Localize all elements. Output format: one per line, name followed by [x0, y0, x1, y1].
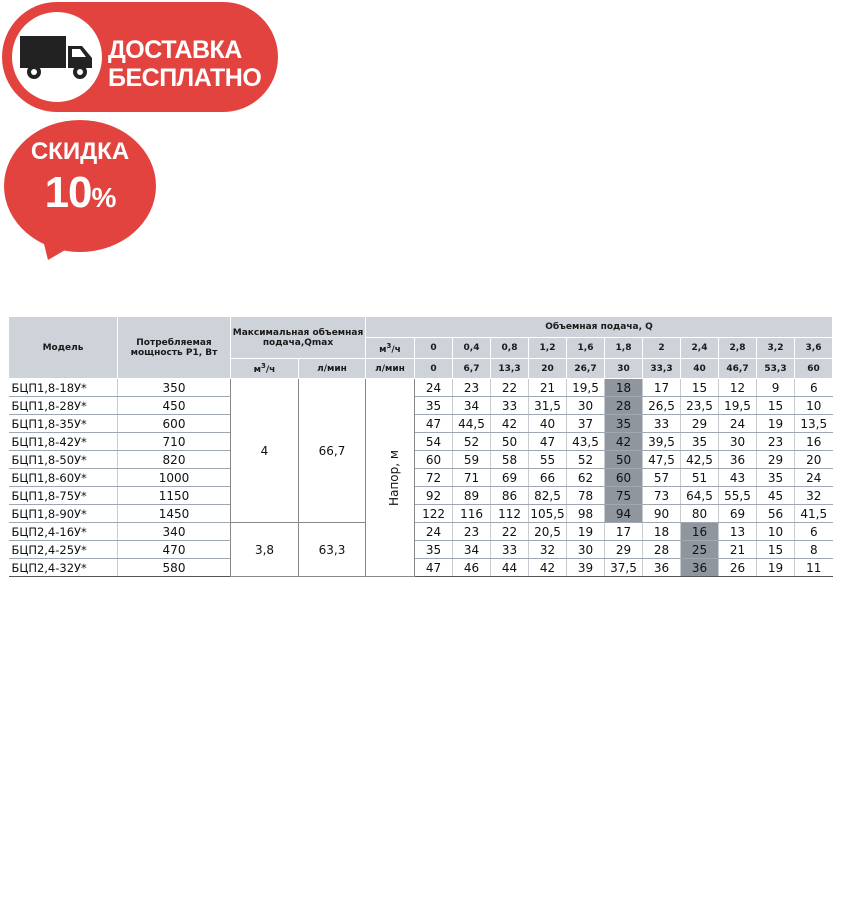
table-row: [9, 433, 833, 451]
head-value-cell: 19,5: [719, 397, 757, 415]
head-value-cell: 122: [415, 505, 453, 523]
delivery-badge-text: [108, 36, 261, 92]
head-value-cell: 35: [415, 397, 453, 415]
power-cell: 450: [118, 397, 231, 415]
table-row: [9, 487, 833, 505]
flow-m3h-8: 2,8: [719, 338, 757, 359]
head-value-cell: 60: [605, 469, 643, 487]
table-row: [9, 523, 833, 541]
head-value-cell: 37,5: [605, 559, 643, 577]
head-value-cell: 19,5: [567, 379, 605, 397]
head-value-cell: 33: [643, 415, 681, 433]
header-qmax: Максимальная объемная подача,Qmax: [231, 317, 366, 359]
qmax-m3h-cell: 4: [231, 379, 299, 523]
head-value-cell: 46: [453, 559, 491, 577]
flow-lmin-10: 60: [795, 359, 833, 379]
head-value-cell: 10: [757, 523, 795, 541]
flow-lmin-2: 13,3: [491, 359, 529, 379]
table-row: [9, 541, 833, 559]
head-value-cell: 29: [605, 541, 643, 559]
head-value-cell: 44: [491, 559, 529, 577]
head-value-cell: 42,5: [681, 451, 719, 469]
header-unit-m3h: $м^3/ч$: [366, 338, 415, 359]
qmax-lmin-cell: 66,7: [299, 379, 366, 523]
head-value-cell: 30: [719, 433, 757, 451]
head-value-cell: 6: [795, 379, 833, 397]
head-value-cell: 42: [491, 415, 529, 433]
head-value-cell: 62: [567, 469, 605, 487]
head-value-cell: 94: [605, 505, 643, 523]
head-value-cell: 71: [453, 469, 491, 487]
discount-badge: [2, 118, 162, 268]
head-value-cell: 86: [491, 487, 529, 505]
head-value-cell: 44,5: [453, 415, 491, 433]
head-value-cell: 15: [757, 541, 795, 559]
power-cell: 820: [118, 451, 231, 469]
head-value-cell: 24: [795, 469, 833, 487]
head-value-cell: 57: [643, 469, 681, 487]
table-row: [9, 505, 833, 523]
head-value-cell: 112: [491, 505, 529, 523]
flow-lmin-6: 33,3: [643, 359, 681, 379]
model-cell: БЦП1,8-18У*: [9, 379, 118, 397]
header-qmax-unit-m3h: $м^3/ч$: [231, 359, 299, 379]
flow-lmin-5: 30: [605, 359, 643, 379]
head-value-cell: 58: [491, 451, 529, 469]
head-value-cell: 12: [719, 379, 757, 397]
head-value-cell: 32: [529, 541, 567, 559]
head-value-cell: 52: [567, 451, 605, 469]
head-value-cell: 19: [567, 523, 605, 541]
flow-m3h-4: 1,6: [567, 338, 605, 359]
model-cell: БЦП2,4-32У*: [9, 559, 118, 577]
head-value-cell: 16: [795, 433, 833, 451]
head-value-cell: 30: [567, 397, 605, 415]
head-value-cell: 69: [719, 505, 757, 523]
head-value-cell: 34: [453, 541, 491, 559]
head-value-cell: 60: [415, 451, 453, 469]
power-cell: 710: [118, 433, 231, 451]
head-value-cell: 41,5: [795, 505, 833, 523]
header-unit-lmin: л/мин: [366, 359, 415, 379]
model-cell: БЦП1,8-35У*: [9, 415, 118, 433]
head-value-cell: 98: [567, 505, 605, 523]
head-value-cell: 32: [795, 487, 833, 505]
model-cell: БЦП2,4-16У*: [9, 523, 118, 541]
power-cell: 1150: [118, 487, 231, 505]
head-value-cell: 22: [491, 379, 529, 397]
head-label: Напор, м: [386, 449, 401, 506]
head-value-cell: 11: [795, 559, 833, 577]
head-value-cell: 17: [605, 523, 643, 541]
head-value-cell: 89: [453, 487, 491, 505]
head-value-cell: 47: [415, 559, 453, 577]
header-qmax-unit-lmin: л/мин: [299, 359, 366, 379]
head-value-cell: 21: [719, 541, 757, 559]
flow-lmin-3: 20: [529, 359, 567, 379]
model-cell: БЦП1,8-42У*: [9, 433, 118, 451]
discount-value-wrap: [2, 168, 158, 218]
qmax-lmin-cell: 63,3: [299, 523, 366, 577]
model-cell: БЦП1,8-60У*: [9, 469, 118, 487]
head-value-cell: 31,5: [529, 397, 567, 415]
head-value-cell: 56: [757, 505, 795, 523]
head-value-cell: 13: [719, 523, 757, 541]
head-value-cell: 51: [681, 469, 719, 487]
head-value-cell: 45: [757, 487, 795, 505]
head-value-cell: 23: [453, 379, 491, 397]
head-value-cell: 22: [491, 523, 529, 541]
head-value-cell: 24: [415, 379, 453, 397]
head-value-cell: 16: [681, 523, 719, 541]
head-value-cell: 26: [719, 559, 757, 577]
pump-spec-table: [8, 316, 833, 577]
head-value-cell: 18: [605, 379, 643, 397]
header-model: Модель: [9, 317, 118, 379]
power-cell: 580: [118, 559, 231, 577]
head-value-cell: 35: [415, 541, 453, 559]
head-value-cell: 19: [757, 559, 795, 577]
head-value-cell: 23: [453, 523, 491, 541]
head-value-cell: 26,5: [643, 397, 681, 415]
flow-lmin-7: 40: [681, 359, 719, 379]
flow-m3h-6: 2: [643, 338, 681, 359]
power-cell: 470: [118, 541, 231, 559]
head-value-cell: 42: [605, 433, 643, 451]
head-label-cell: [366, 379, 415, 577]
head-value-cell: 39: [567, 559, 605, 577]
head-value-cell: 28: [605, 397, 643, 415]
head-value-cell: 28: [643, 541, 681, 559]
head-value-cell: 69: [491, 469, 529, 487]
head-value-cell: 33: [491, 541, 529, 559]
head-value-cell: 15: [757, 397, 795, 415]
discount-value: 10: [44, 168, 92, 217]
head-value-cell: 50: [605, 451, 643, 469]
head-value-cell: 105,5: [530, 506, 565, 521]
delivery-line2: БЕСПЛАТНО: [108, 64, 262, 92]
head-value-cell: 75: [605, 487, 643, 505]
table-row: [9, 451, 833, 469]
head-value-cell: 72: [415, 469, 453, 487]
power-cell: 340: [118, 523, 231, 541]
table-row: [9, 469, 833, 487]
discount-label: СКИДКА: [30, 138, 130, 165]
head-value-cell: 92: [415, 487, 453, 505]
head-value-cell: 23: [757, 433, 795, 451]
truck-icon: [16, 32, 98, 82]
head-value-cell: 55,5: [719, 487, 757, 505]
head-value-cell: 20: [795, 451, 833, 469]
head-value-cell: 36: [643, 559, 681, 577]
head-value-cell: 47: [415, 415, 453, 433]
flow-m3h-2: 0,8: [491, 338, 529, 359]
head-value-cell: 15: [681, 379, 719, 397]
flow-lmin-9: 53,3: [757, 359, 795, 379]
head-value-cell: 47: [529, 433, 567, 451]
table-row: [9, 415, 833, 433]
head-value-cell: 9: [757, 379, 795, 397]
head-value-cell: 43,5: [567, 433, 605, 451]
head-value-cell: 35: [681, 433, 719, 451]
flow-m3h-0: 0: [415, 338, 453, 359]
free-delivery-badge: [2, 2, 278, 112]
head-value-cell: 35: [605, 415, 643, 433]
head-value-cell: 37: [567, 415, 605, 433]
flow-lmin-0: 0: [415, 359, 453, 379]
head-value-cell: 47,5: [643, 451, 681, 469]
head-value-cell: 19: [757, 415, 795, 433]
delivery-line1: ДОСТАВКА: [108, 36, 242, 64]
power-cell: 1450: [118, 505, 231, 523]
head-value-cell: 29: [757, 451, 795, 469]
flow-m3h-5: 1,8: [605, 338, 643, 359]
flow-m3h-7: 2,4: [681, 338, 719, 359]
head-value-cell: 20,5: [529, 523, 567, 541]
model-cell: БЦП1,8-50У*: [9, 451, 118, 469]
head-value-cell: 55: [529, 451, 567, 469]
power-cell: 600: [118, 415, 231, 433]
power-cell: 1000: [118, 469, 231, 487]
head-value-cell: 17: [643, 379, 681, 397]
flow-m3h-3: 1,2: [529, 338, 567, 359]
head-value-cell: 78: [567, 487, 605, 505]
table-row: [9, 379, 833, 397]
head-value-cell: 66: [529, 469, 567, 487]
head-value-cell: 24: [415, 523, 453, 541]
head-value-cell: 50: [491, 433, 529, 451]
head-value-cell: 116: [453, 505, 491, 523]
power-cell: 350: [118, 379, 231, 397]
head-value-cell: 59: [453, 451, 491, 469]
head-value-cell: 82,5: [529, 487, 567, 505]
head-value-cell: 10: [795, 397, 833, 415]
head-value-cell: 8: [795, 541, 833, 559]
percent-sign: %: [91, 182, 116, 213]
header-flow: Объемная подача, Q: [366, 317, 833, 338]
table-row: [9, 397, 833, 415]
head-value-cell: 43: [719, 469, 757, 487]
head-value-cell: 6: [795, 523, 833, 541]
head-value-cell: 54: [415, 433, 453, 451]
head-value-cell: 29: [681, 415, 719, 433]
flow-m3h-1: 0,4: [453, 338, 491, 359]
head-value-cell: 21: [529, 379, 567, 397]
head-value-cell: 18: [643, 523, 681, 541]
head-value-cell: 52: [453, 433, 491, 451]
head-value-cell: 24: [719, 415, 757, 433]
head-value-cell: 40: [529, 415, 567, 433]
model-cell: БЦП1,8-28У*: [9, 397, 118, 415]
table-row: [9, 559, 833, 577]
head-value-cell: 90: [643, 505, 681, 523]
head-value-cell: 35: [757, 469, 795, 487]
head-value-cell: 64,5: [681, 487, 719, 505]
head-value-cell: 73: [643, 487, 681, 505]
head-value-cell: 39,5: [643, 433, 681, 451]
head-value-cell: 36: [719, 451, 757, 469]
flow-lmin-1: 6,7: [453, 359, 491, 379]
flow-m3h-9: 3,2: [757, 338, 795, 359]
table-body: [9, 379, 833, 577]
model-cell: БЦП1,8-75У*: [9, 487, 118, 505]
flow-m3h-10: 3,6: [795, 338, 833, 359]
flow-lmin-8: 46,7: [719, 359, 757, 379]
flow-lmin-4: 26,7: [567, 359, 605, 379]
head-value-cell: 42: [529, 559, 567, 577]
table-header-row: [9, 317, 833, 338]
model-cell: БЦП2,4-25У*: [9, 541, 118, 559]
head-value-cell: 33: [491, 397, 529, 415]
head-value-cell: 36: [681, 559, 719, 577]
qmax-m3h-cell: 3,8: [231, 523, 299, 577]
head-value-cell: 80: [681, 505, 719, 523]
model-cell: БЦП1,8-90У*: [9, 505, 118, 523]
head-value-cell: 23,5: [681, 397, 719, 415]
head-value-cell: 13,5: [795, 415, 833, 433]
header-power: Потребляемая мощность Р1, Вт: [118, 317, 231, 379]
head-value-cell: 30: [567, 541, 605, 559]
head-value-cell: 34: [453, 397, 491, 415]
head-value-cell: 25: [681, 541, 719, 559]
